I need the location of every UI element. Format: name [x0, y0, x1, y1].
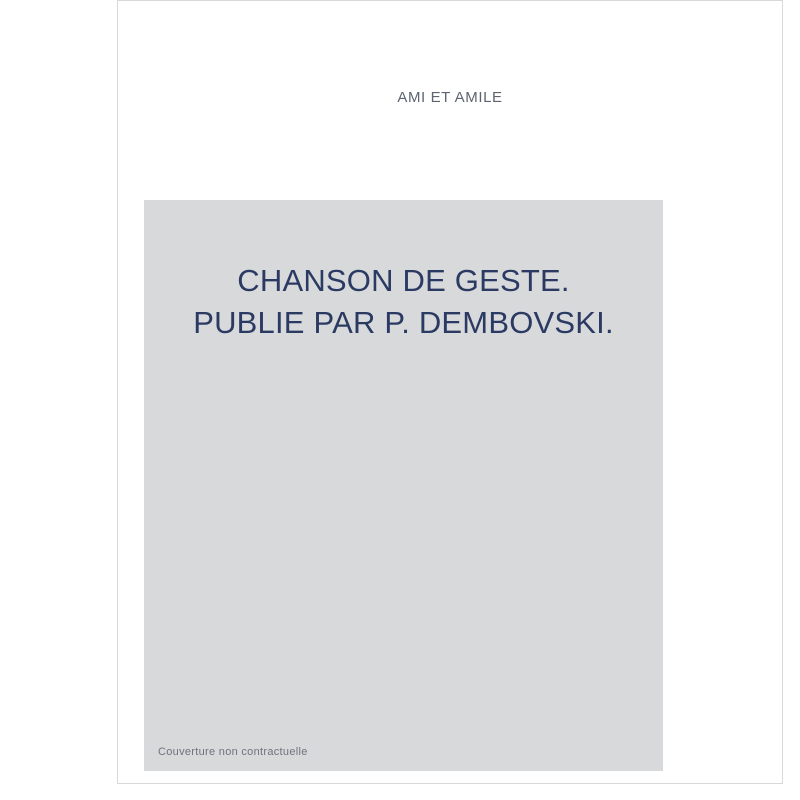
book-cover-sheet [117, 0, 783, 784]
cover-title-line-2: PUBLIE PAR P. DEMBOVSKI. [193, 305, 614, 340]
cover-title-line-1: CHANSON DE GESTE. [237, 263, 570, 298]
cover-art-block [144, 200, 663, 771]
cover-title [144, 260, 663, 344]
cover-disclaimer: Couverture non contractuelle [158, 746, 308, 758]
series-label: AMI ET AMILE [397, 89, 503, 106]
